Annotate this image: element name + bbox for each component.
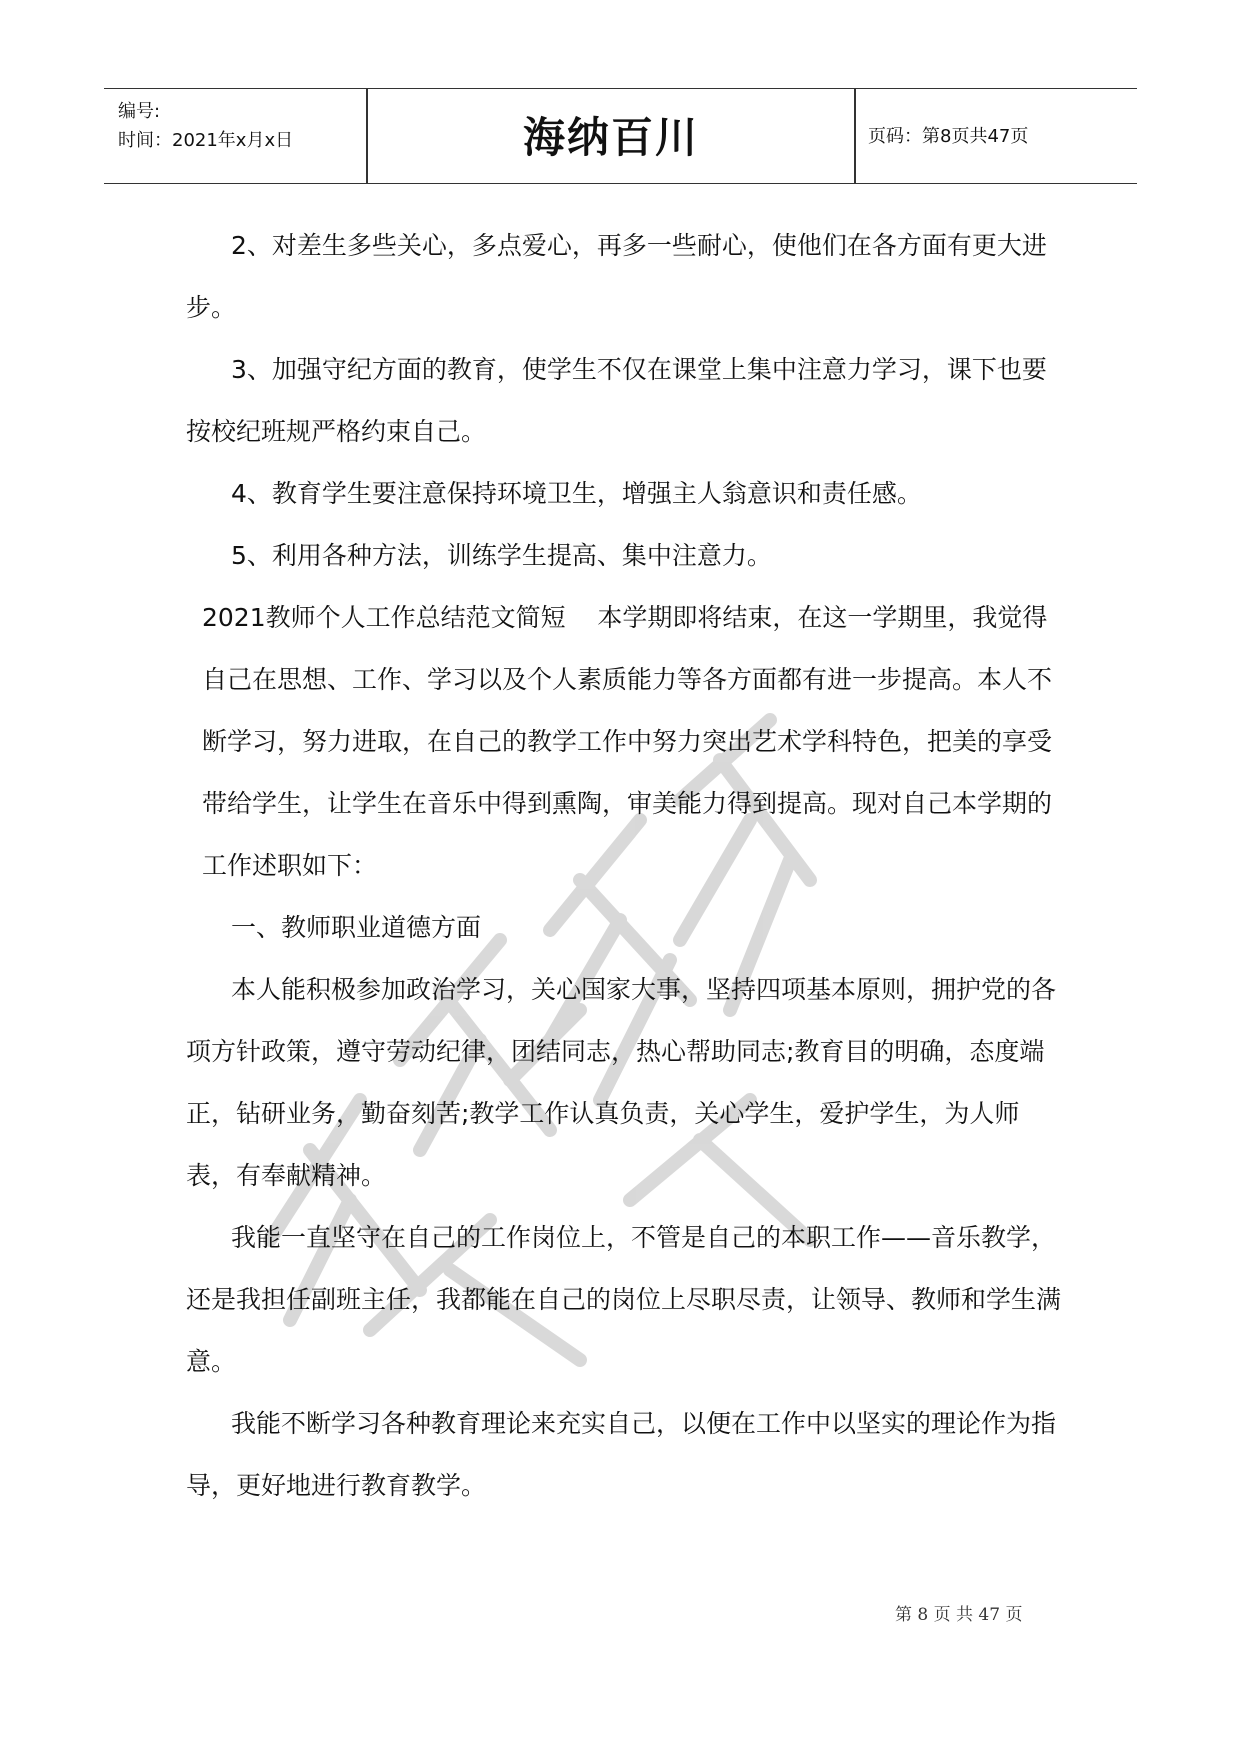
paragraph: 3、加强守纪方面的教育，使学生不仅在课堂上集中注意力学习，课下也要按校纪班规严格约束自己。: [186, 355, 1047, 446]
paragraph: 我能一直坚守在自己的工作岗位上，不管是自己的本职工作——音乐教学，还是我担任副班主任，我都能在自己的岗位上尽职尽责，让领导、教师和学生满意。: [186, 1223, 1062, 1376]
page-footer: 第 8 页 共 47 页: [895, 1605, 1023, 1625]
paragraph: 本人能积极参加政治学习，关心国家大事，坚持四项基本原则，拥护党的各项方针政策，遵守劳动纪律，团结同志，热心帮助同志;教育目的明确，态度端正，钻研业务，勤奋刻苦;教学工作认真负责，关心学生，爱护学生，为人师表，有奉献精神。: [186, 975, 1057, 1190]
paragraph: 4、教育学生要注意保持环境卫生，增强主人翁意识和责任感。: [231, 479, 922, 508]
paragraph: 2021教师个人工作总结范文简短 本学期即将结束，在这一学期里，我觉得自己在思想、工作、学习以及个人素质能力等各方面都有进一步提高。本人不断学习，努力进取，在自己的教学工作中努力突出艺术学科特色，把美的享受带给学生，让学生在音乐中得到熏陶，审美能力得到提高。现对自己本学期的工作述职如下：: [202, 603, 1053, 880]
paragraph: 我能不断学习各种教育理论来充实自己，以便在工作中以坚实的理论作为指导，更好地进行教育教学。: [186, 1409, 1057, 1500]
page-header: [104, 88, 1137, 184]
section-heading: 一、教师职业道德方面: [231, 913, 482, 942]
header-title: 海纳百川: [522, 113, 699, 162]
paragraph: 5、利用各种方法，训练学生提高、集中注意力。: [231, 541, 772, 570]
header-divider: [854, 89, 856, 183]
header-page-code: 页码：第8页共47页: [868, 126, 1029, 147]
document-number-label: 编号:: [118, 101, 161, 122]
header-meta: [118, 97, 293, 155]
document-body: [186, 215, 1066, 1517]
document-time-label: 时间：2021年x月x日: [118, 130, 294, 151]
paragraph: 2、对差生多些关心，多点爱心，再多一些耐心，使他们在各方面有更大进步。: [186, 231, 1047, 322]
